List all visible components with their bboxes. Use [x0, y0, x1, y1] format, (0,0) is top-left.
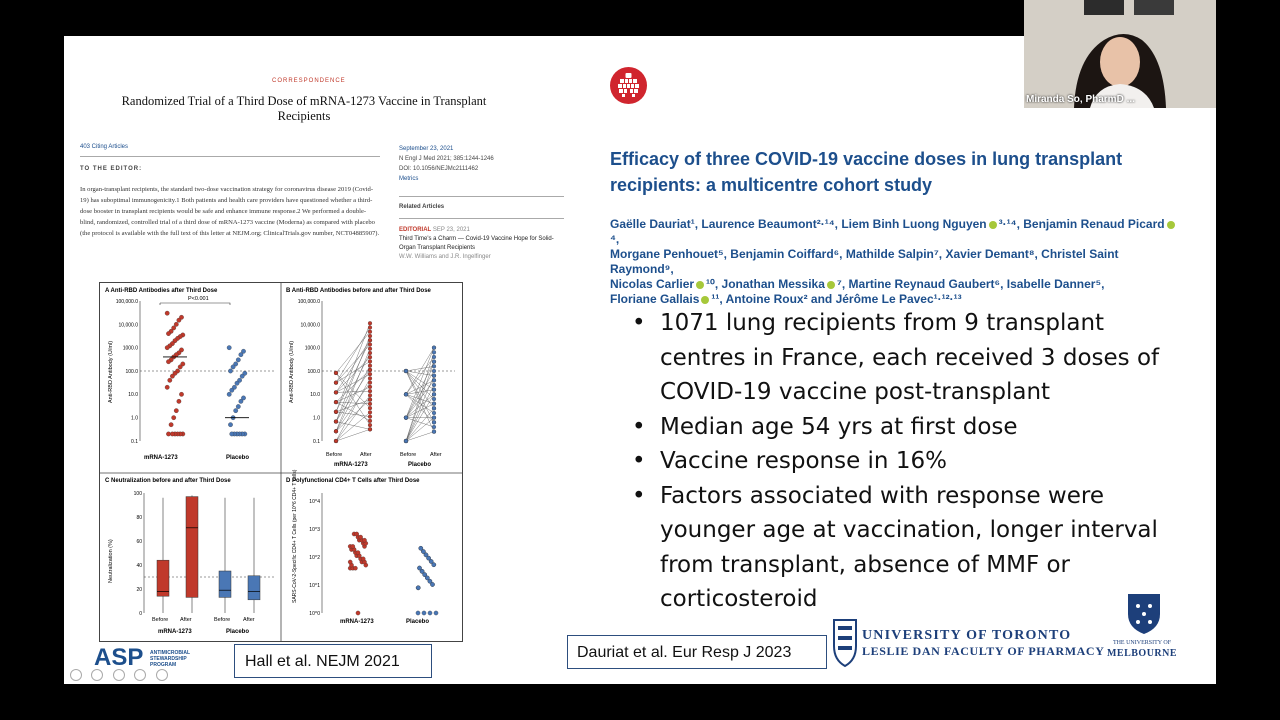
panel-b-point [368, 402, 372, 406]
panel-b-point [368, 343, 372, 347]
panel-c-box [186, 497, 198, 598]
uoft-faculty: LESLIE DAN FACULTY OF PHARMACY [862, 644, 1105, 658]
panel-b-point [334, 410, 338, 414]
panel-c-tick: 0 [139, 611, 142, 617]
panel-a-point [228, 422, 232, 426]
bullet-icon: • [632, 413, 646, 440]
panel-b-point [368, 381, 372, 385]
nejm-figure [99, 282, 463, 642]
panel-b-point [334, 439, 338, 443]
panel-c-box [157, 560, 169, 596]
zoom-icon[interactable] [134, 669, 146, 681]
panel-b-point [368, 415, 372, 419]
article-doi: DOI: 10.1056/NEJMc2111462 [399, 166, 479, 172]
panel-d-point [430, 582, 434, 586]
orcid-icon [696, 281, 704, 289]
panel-a-tick: 100.0 [125, 368, 138, 375]
panel-d-point [416, 611, 420, 615]
authors-line-3b: ¹⁰, Jonathan Messika [706, 277, 825, 291]
panel-b-point [368, 334, 372, 338]
journal-logo [610, 67, 647, 104]
citation-right: Dauriat et al. Eur Resp J 2023 [567, 635, 827, 669]
orcid-icon [827, 281, 835, 289]
paper-title: Efficacy of three COVID-19 vaccine doses in lung transplant recipients: a multicentre cohort study [610, 149, 1123, 195]
panel-a-point [230, 432, 234, 436]
panel-a-point [170, 374, 174, 378]
panel-d-title: D Polyfunctional CD4+ T Cells after Third Dose [286, 478, 420, 484]
panel-d-point [356, 611, 360, 615]
panel-a-tick: 1.0 [131, 415, 138, 422]
panel-d-point [356, 551, 360, 555]
asp-sub-2: STEWARDSHIP [150, 656, 187, 662]
panel-c-tick: 60 [136, 539, 142, 545]
melbourne-logo [1104, 592, 1180, 662]
presenter-video [1024, 0, 1216, 108]
next-slide-icon[interactable] [91, 669, 103, 681]
panel-d-point [416, 586, 420, 590]
bullet-item: • Median age 54 yrs at first dose [624, 410, 1164, 445]
panel-b-pair-line [406, 348, 434, 418]
bullet-icon: • [632, 448, 646, 474]
panel-a-point [172, 415, 176, 419]
panel-c-cat-placebo: Placebo [226, 629, 250, 635]
panel-b-point [368, 360, 372, 364]
panel-d-point [420, 569, 424, 573]
panel-b-point [432, 406, 436, 410]
panel-b-point [334, 400, 338, 404]
panel-d-point [359, 535, 363, 539]
prev-slide-icon[interactable] [70, 669, 82, 681]
panel-a-point [178, 365, 182, 369]
panel-a-point [165, 385, 169, 389]
melbourne-crest-icon [1124, 592, 1164, 636]
panel-b-point [368, 389, 372, 393]
panel-b-point [404, 369, 408, 373]
panel-a-point [236, 358, 240, 362]
panel-b-point [368, 410, 372, 414]
article-date: September 23, 2021 [399, 146, 454, 152]
panel-d-ylabel: SARS-CoV-2-Specific CD4+ T Cells (per 10^6 CD4+ T cells) [292, 469, 298, 603]
panel-d-point [353, 566, 357, 570]
panel-d-point [428, 611, 432, 615]
panel-c-box [248, 576, 260, 600]
panel-b-point [368, 364, 372, 368]
asp-sub-1: ANTIMICROBIAL [150, 650, 190, 656]
panel-b-point [432, 430, 436, 434]
panel-b-tick: 10,000.0 [300, 322, 320, 329]
panel-d-point [422, 611, 426, 615]
panel-b-pair-line [406, 371, 434, 408]
panel-b-pair-line [406, 352, 434, 441]
panel-c-cat-mrna: mRNA-1273 [158, 629, 192, 635]
panel-a-point [177, 318, 181, 322]
more-options-icon[interactable] [156, 669, 168, 681]
panel-a-point [166, 360, 170, 364]
panel-b-pair-line [336, 328, 370, 383]
panel-b-tick: 0.1 [313, 438, 320, 445]
panel-b-point [432, 397, 436, 401]
related-heading: Related Articles [399, 204, 445, 210]
journal-logo-icon [610, 67, 647, 104]
panel-c-tick: 40 [136, 563, 142, 569]
panel-c-tick: 20 [136, 587, 142, 593]
panel-b-pair-line [406, 380, 434, 417]
panel-b-title: B Anti-RBD Antibodies before and after Third Dose [286, 288, 431, 294]
panel-b-point [432, 411, 436, 415]
panel-d-point [361, 557, 365, 561]
panel-a-tick: 0.1 [131, 438, 138, 445]
panel-a-point [235, 381, 239, 385]
figure-svg [100, 283, 462, 641]
panel-b-before-1: Before [326, 452, 343, 458]
editorial-title: Third Time's a Charm — Covid-19 Vaccine Hope for Solid-Organ Transplant Recipients [399, 236, 554, 251]
editorial-authors: W.W. Williams and J.R. Ingelfinger [399, 254, 491, 260]
panel-b-after-2: After [430, 452, 442, 458]
panel-b-point [368, 406, 372, 410]
article-body: In organ-transplant recipients, the standard two-dose vaccination strategy for coronavirus disease 2019 (Covid-19) has suboptimal immunogenicity.1 Both patients and health care providers have questioned whether a third-dose booster in transplant recipients would be safe and enhance immune response.2 We performed a double-blind, randomized, controlled trial of a third dose of mRNA-1273 vaccine (Moderna) as compared with placebo (the protocol is available with the full text of this letter at NEJM.org; ClinicalTrials.gov number, NCT04885907). [80, 186, 380, 237]
panel-d-tick: 10^0 [309, 611, 320, 617]
uoft-crest-icon [832, 616, 858, 668]
panel-b-pair-line [406, 394, 434, 417]
panel-d-cat-mrna: mRNA-1273 [340, 619, 374, 625]
to-editor: TO THE EDITOR: [80, 166, 143, 172]
article-meta [399, 144, 559, 184]
panel-b-before-2: Before [400, 452, 417, 458]
panel-b-point [368, 347, 372, 351]
divider [399, 218, 564, 219]
panel-b-point [368, 377, 372, 381]
panel-b-point [368, 385, 372, 389]
panel-a-point [165, 311, 169, 315]
panel-b-point [368, 326, 372, 330]
panel-b-pair-line [336, 340, 370, 412]
panel-d-cat-placebo: Placebo [406, 619, 430, 625]
panel-b-ylabel: Anti-RBD Antibody (U/ml) [289, 340, 295, 403]
panel-b-point [368, 372, 372, 376]
panel-c-before-1: Before [152, 617, 169, 623]
panel-b-pair-line [336, 412, 370, 417]
bullet-item: • Factors associated with response were younger age at vaccination, longer interval from transplant, absence of MMF or corticosteroid [624, 479, 1164, 617]
slide [64, 36, 1216, 684]
panel-b-point [404, 392, 408, 396]
panel-a-point [227, 345, 231, 349]
panel-b-tick: 1.0 [313, 415, 320, 422]
panel-b-point [368, 338, 372, 342]
panel-b-pair-line [336, 429, 370, 441]
citing-articles-link[interactable]: 403 Citing Articles [80, 144, 129, 150]
panel-b-point [432, 360, 436, 364]
panel-c-box [219, 571, 231, 597]
divider [399, 196, 564, 197]
panel-a-point [239, 399, 243, 403]
panel-a-point [227, 392, 231, 396]
panel-b-pair-line [336, 361, 370, 382]
panel-a-tick: 10.0 [128, 392, 138, 399]
panel-b-pair-line [336, 332, 370, 373]
panel-d-point [434, 611, 438, 615]
bullet-icon: • [632, 482, 646, 509]
panel-d-tick: 10^3 [309, 527, 320, 533]
panel-b-point [432, 420, 436, 424]
panel-b-point [334, 390, 338, 394]
asp-logo-text: ASP [94, 644, 144, 671]
panel-a-point [230, 388, 234, 392]
pen-icon[interactable] [113, 669, 125, 681]
panel-a-tick: 1000.0 [122, 345, 138, 352]
panel-c-ylabel: Neutralization (%) [108, 539, 114, 583]
panel-c-title: C Neutralization before and after Third Dose [105, 478, 231, 484]
panel-a-point [174, 408, 178, 412]
panel-b-point [432, 392, 436, 396]
panel-c-before-2: Before [214, 617, 231, 623]
participant-name: Miranda So, PharmD ... [1026, 94, 1135, 105]
panel-d-point [362, 538, 366, 542]
orcid-icon [989, 221, 997, 229]
panel-a-point [165, 345, 169, 349]
panel-d-tick: 10^1 [309, 583, 320, 589]
panel-b-cat-mrna: mRNA-1273 [334, 462, 368, 468]
panel-c-after-1: After [180, 617, 192, 623]
panel-b-point [368, 393, 372, 397]
panel-a-point [239, 352, 243, 356]
panel-a-cat-placebo: Placebo [226, 455, 250, 461]
article-title: Randomized Trial of a Third Dose of mRNA-1273 Vaccine in Transplant Recipients [121, 94, 487, 123]
panel-b-point [334, 371, 338, 375]
orcid-icon [1167, 221, 1175, 229]
paper-authors [610, 217, 1180, 307]
panel-b-point [432, 388, 436, 392]
authors-line-3c: ⁷, Martine Reynaud Gaubert⁶, Isabelle Danner⁵, [836, 277, 1105, 291]
panel-a-tick: 10,000.0 [118, 322, 138, 329]
bullet-item: • 1071 lung recipients from 9 transplant centres in France, each received 3 doses of COVID-19 vaccine post-transplant [624, 306, 1164, 410]
panel-a-title: A Anti-RBD Antibodies after Third Dose [105, 288, 218, 294]
panel-b-point [432, 346, 436, 350]
authors-line-3a: Nicolas Carlier [610, 277, 695, 291]
key-findings [624, 306, 1164, 617]
panel-b-point [432, 369, 436, 373]
melbourne-name: MELBOURNE [1106, 648, 1178, 659]
panel-a-point [179, 392, 183, 396]
panel-a-point [169, 422, 173, 426]
bullet-item: • Vaccine response in 16% [624, 444, 1164, 479]
panel-d-tick: 10^4 [309, 499, 320, 505]
authors-line-2: Morgane Penhouet⁵, Benjamin Coiffard⁶, Mathilde Salpin⁷, Xavier Demant⁸, Christel Saint Raymond⁹, [610, 247, 1119, 276]
panel-a-ylabel: Anti-RBD Antibody (U/ml) [108, 340, 114, 403]
panel-d-point [421, 549, 425, 553]
panel-a-point [234, 408, 238, 412]
panel-c-tick: 100 [133, 491, 142, 497]
slide-toolbar [70, 668, 173, 680]
panel-c-after-2: After [243, 617, 255, 623]
panel-b-point [368, 423, 372, 427]
panel-b-point [404, 439, 408, 443]
metrics-link[interactable]: Metrics [399, 176, 419, 182]
panel-a-point [228, 369, 232, 373]
panel-b-after-1: After [360, 452, 372, 458]
panel-b-tick: 10.0 [310, 392, 320, 399]
panel-d-point [425, 576, 429, 580]
panel-b-pair-line [336, 340, 370, 392]
panel-a-point [240, 374, 244, 378]
panel-b-cat-placebo: Placebo [408, 462, 432, 468]
panel-b-pair-line [336, 391, 370, 392]
panel-a-point [236, 404, 240, 408]
panel-b-point [368, 368, 372, 372]
melbourne-sub: THE UNIVERSITY OF [1112, 640, 1172, 646]
panel-b-point [368, 419, 372, 423]
asp-sub-3: PROGRAM [150, 662, 177, 668]
panel-d-point [355, 532, 359, 536]
panel-b-point [432, 416, 436, 420]
panel-a-tick: 100,000.0 [115, 299, 138, 305]
panel-c-tick: 80 [136, 515, 142, 521]
panel-b-point [432, 383, 436, 387]
panel-b-point [334, 420, 338, 424]
panel-b-point [368, 330, 372, 334]
panel-b-point [432, 378, 436, 382]
divider [80, 156, 380, 157]
panel-b-tick: 100,000.0 [297, 299, 320, 305]
editorial-label: EDITORIAL [399, 227, 432, 233]
panel-a-point [166, 331, 170, 335]
article-journal: N Engl J Med 2021; 385:1244-1246 [399, 156, 494, 162]
panel-b-point [432, 374, 436, 378]
panel-d-point [429, 559, 433, 563]
panel-b-tick: 100.0 [307, 368, 320, 375]
uoft-logo [832, 614, 1132, 672]
panel-a-pval: P<0.001 [188, 296, 209, 302]
authors-line-4b: ¹¹, Antoine Roux² and Jérôme Le Pavec¹·¹²·¹³ [711, 292, 962, 306]
panel-b-point [432, 355, 436, 359]
panel-a-point [170, 432, 174, 436]
panel-b-point [368, 321, 372, 325]
panel-b-point [368, 427, 372, 431]
uoft-name: UNIVERSITY OF TORONTO [862, 628, 1072, 643]
citation-left: Hall et al. NEJM 2021 [234, 644, 432, 678]
authors-line-1: Gaëlle Dauriat¹, Laurence Beaumont²·¹⁴, Liem Binh Luong Nguyen [610, 217, 987, 231]
bullet-icon: • [632, 310, 646, 336]
panel-b-point [334, 429, 338, 433]
authors-line-1c: ⁴, [610, 232, 620, 246]
panel-b-point [404, 416, 408, 420]
panel-b-pair-line [406, 357, 434, 394]
panel-b-pair-line [336, 370, 370, 422]
panel-b-pair-line [336, 422, 370, 430]
panel-d-point [351, 544, 355, 548]
panel-b-pair-line [406, 394, 434, 422]
panel-b-point [368, 355, 372, 359]
panel-d-point [348, 560, 352, 564]
panel-a-point [166, 432, 170, 436]
authors-line-1b: ³·¹⁴, Benjamin Renaud Picard [998, 217, 1165, 231]
panel-b-point [432, 402, 436, 406]
orcid-icon [701, 296, 709, 304]
panel-b-point [368, 398, 372, 402]
panel-a-point [231, 365, 235, 369]
panel-a-point [177, 399, 181, 403]
panel-d-tick: 10^2 [309, 555, 320, 561]
panel-b-pair-line [336, 387, 370, 402]
editorial-date: SEP 23, 2021 [432, 227, 470, 233]
panel-a-point [168, 378, 172, 382]
webcam-video [1024, 0, 1216, 108]
authors-line-4a: Floriane Gallais [610, 292, 700, 306]
related-editorial[interactable] [399, 226, 569, 262]
panel-a-cat-mrna: mRNA-1273 [144, 455, 178, 461]
panel-b-pair-line [336, 378, 370, 441]
panel-b-point [334, 381, 338, 385]
article-section: CORRESPONDENCE [272, 78, 346, 84]
panel-b-pair-line [336, 336, 370, 422]
panel-b-tick: 1000.0 [304, 345, 320, 352]
